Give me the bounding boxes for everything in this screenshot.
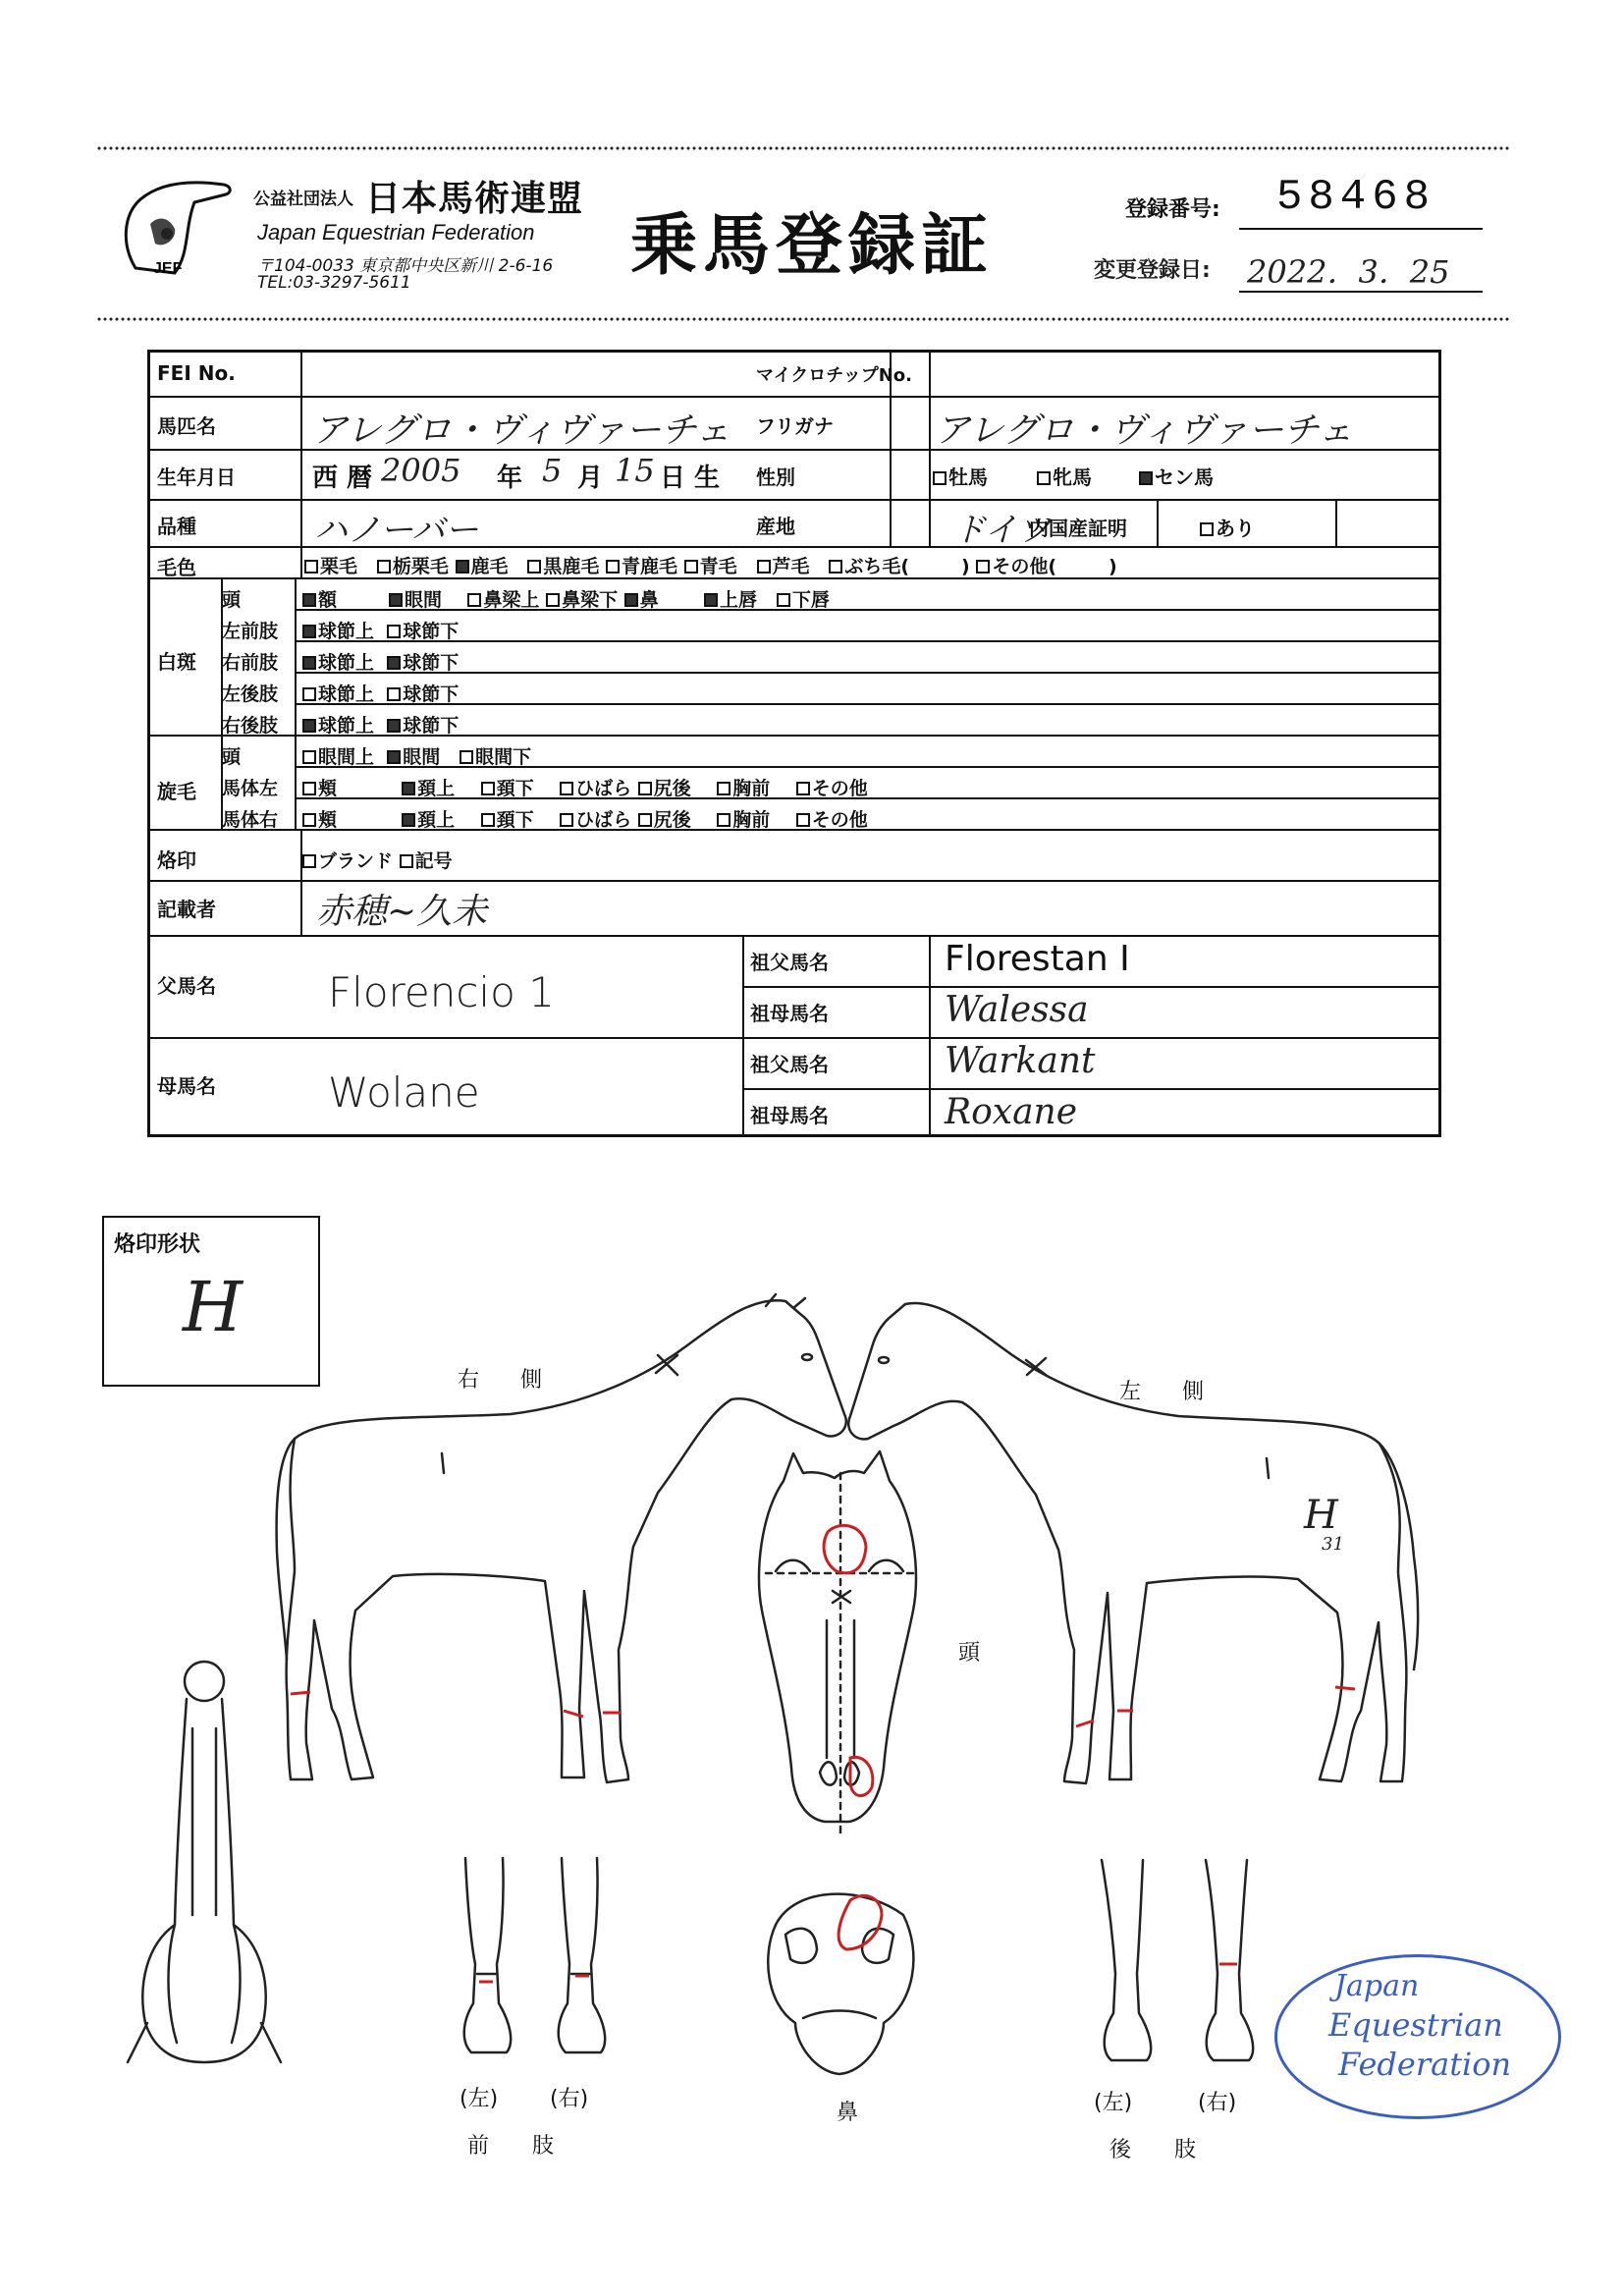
brand-opt-0[interactable]: ブランド (302, 850, 393, 872)
color-option-8: ) (961, 556, 970, 577)
brand-shape-label: 烙印形状 (114, 1232, 201, 1257)
sex-label: 性別 (756, 465, 795, 489)
head-label: 頭 (958, 1641, 981, 1666)
wm-rf-1[interactable]: 球節下 (387, 652, 459, 674)
whorl-part-1: 馬体左 (222, 778, 279, 799)
wh-head-2[interactable]: 眼間下 (460, 746, 531, 768)
horse-name-label: 馬匹名 (157, 414, 216, 438)
federation-stamp (1274, 1954, 1561, 2119)
domestic-option[interactable]: あり (1200, 513, 1255, 541)
recorder-value: 赤穂~久未 (316, 892, 488, 932)
granddam1-value: Walessa (945, 990, 1089, 1030)
color-option-0[interactable]: 栗毛 (304, 556, 357, 577)
stamp-line-3: Federation (1338, 2046, 1512, 2083)
wh-l-6[interactable]: その他 (796, 778, 868, 799)
color-option-3[interactable]: 黒鹿毛 (527, 556, 599, 577)
wh-r-3[interactable]: ひばら (560, 809, 631, 831)
color-option-9[interactable]: その他( (976, 556, 1056, 577)
right-side-horse (277, 1294, 846, 1782)
wh-l-2[interactable]: 頚下 (481, 778, 534, 799)
dam-value: Wolane (328, 1068, 480, 1117)
wh-l-0[interactable]: 頬 (302, 778, 337, 799)
mark-forehead (824, 1525, 866, 1572)
color-option-4[interactable]: 青鹿毛 (606, 556, 677, 577)
sex-option-gelding[interactable]: セン馬 (1139, 462, 1214, 490)
furigana-label: フリガナ (756, 414, 834, 438)
org-name-en: Japan Equestrian Federation (257, 220, 535, 245)
whorls-label: 旋毛 (157, 780, 196, 803)
brand-shape-value: H (183, 1267, 243, 1347)
hind-legs (1102, 1860, 1253, 2060)
granddam2-label: 祖母馬名 (750, 1104, 829, 1127)
hind-left-label: (左) (1094, 2091, 1133, 2115)
breed-label: 品種 (157, 515, 196, 538)
right-side-label: 右 側 (458, 1368, 553, 1393)
top-view (128, 1662, 281, 2062)
birth-era: 西 暦 (312, 464, 373, 493)
hind-label: 後 肢 (1109, 2138, 1197, 2162)
reg-no-value: 58468 (1276, 173, 1436, 222)
birth-label: 生年月日 (157, 465, 236, 489)
mark-right-hind (291, 1692, 310, 1694)
wh-r-6[interactable]: その他 (796, 809, 868, 831)
horse-name-value: アレグロ・ヴィヴァーチェ (312, 410, 731, 451)
sex-option-stallion[interactable]: 牡馬 (933, 462, 988, 490)
wm-lh-1[interactable]: 球節下 (387, 683, 459, 705)
stamp-line-1: Japan (1334, 1969, 1420, 2003)
wm-rh-1[interactable]: 球節下 (387, 715, 459, 737)
change-date-label: 変更登録日: (1094, 258, 1211, 283)
origin-value: ドイツ (952, 511, 1052, 550)
wm-head-6[interactable]: 下唇 (777, 589, 830, 611)
mark-left-hind (1335, 1687, 1355, 1689)
white-mark-part-4: 右後肢 (222, 715, 279, 737)
wh-r-2[interactable]: 頚下 (481, 809, 534, 831)
wm-rf-0[interactable]: 球節上 (302, 652, 374, 674)
whorl-part-2: 馬体右 (222, 809, 279, 831)
white-mark-part-2: 右前肢 (222, 652, 279, 674)
wh-r-0[interactable]: 頬 (302, 809, 337, 831)
color-option-5[interactable]: 青毛 (684, 556, 737, 577)
granddam1-label: 祖母馬名 (750, 1002, 829, 1025)
wh-head-0[interactable]: 眼間上 (302, 746, 374, 768)
wh-r-1[interactable]: 頚上 (402, 809, 455, 831)
document-title: 乗馬登録証 (630, 207, 995, 285)
sire-value: Florencio 1 (328, 968, 555, 1016)
color-option-2[interactable]: 鹿毛 (456, 556, 509, 577)
wm-head-2[interactable]: 鼻梁上 (467, 589, 539, 611)
hind-right-label: (右) (1198, 2091, 1237, 2115)
org-name-ja: 日本馬術連盟 (365, 179, 584, 219)
wm-head-1[interactable]: 眼間 (389, 589, 442, 611)
mark-nose-view (839, 1895, 882, 1949)
color-option-1[interactable]: 栃栗毛 (377, 556, 449, 577)
origin-label: 産地 (756, 515, 795, 538)
fore-right-label: (右) (550, 2087, 589, 2111)
head-front-view (759, 1451, 916, 1836)
wm-lh-0[interactable]: 球節上 (302, 683, 374, 705)
stamp-line-2: Equestrian (1328, 2006, 1503, 2044)
microchip-label: マイクロチップNo. (756, 365, 913, 386)
white-mark-part-0: 頭 (222, 589, 242, 611)
wh-l-3[interactable]: ひばら (560, 778, 631, 799)
grandsire1-value: Florestan I (945, 939, 1130, 979)
fore-legs (464, 1858, 605, 2052)
recorder-label: 記載者 (157, 898, 216, 921)
nose-label: 鼻 (837, 2101, 859, 2125)
color-label: 毛色 (157, 556, 196, 579)
brand-opt-1[interactable]: 記号 (400, 850, 453, 872)
left-side-label: 左 側 (1119, 1380, 1215, 1404)
wm-head-0[interactable]: 額 (302, 589, 337, 611)
color-option-10: ) (1108, 556, 1117, 577)
color-option-7[interactable]: ぶち毛( (829, 556, 909, 577)
furigana-value: アレグロ・ヴィヴァーチェ (935, 410, 1354, 451)
birth-month: 5 (542, 452, 563, 489)
grandsire1-label: 祖父馬名 (750, 951, 829, 974)
white-mark-part-1: 左前肢 (222, 621, 279, 642)
white-marks-label: 白斑 (157, 650, 196, 674)
red-markings (291, 1525, 1355, 1982)
brand-label: 烙印 (157, 848, 196, 872)
org-address: 〒104-0033 東京都中央区新川 2-6-16 (257, 256, 554, 276)
wh-l-1[interactable]: 頚上 (402, 778, 455, 799)
wm-rh-0[interactable]: 球節上 (302, 715, 374, 737)
wm-head-4[interactable]: 鼻 (624, 589, 659, 611)
wh-r-5[interactable]: 胸前 (717, 809, 770, 831)
sire-label: 父馬名 (157, 974, 216, 998)
white-mark-part-3: 左後肢 (222, 683, 279, 705)
birth-year-unit: 年 (497, 464, 523, 493)
domestic-label: 内国産証明 (1029, 517, 1127, 540)
fore-label: 前 肢 (467, 2134, 555, 2159)
dam-label: 母馬名 (157, 1074, 216, 1098)
grandsire2-value: Warkant (945, 1041, 1096, 1081)
reg-no-label: 登録番号: (1125, 197, 1220, 222)
fei-no-label: FEI No. (157, 361, 236, 385)
brand-number: 31 (1322, 1534, 1344, 1555)
grandsire2-label: 祖父馬名 (750, 1053, 829, 1076)
wh-head-1[interactable]: 眼間 (387, 746, 440, 768)
wh-l-5[interactable]: 胸前 (717, 778, 770, 799)
brand-mark-on-horse: H (1304, 1493, 1338, 1538)
breed-value: ハノーバー (314, 511, 479, 550)
logo-text: JEF (153, 260, 183, 277)
change-date-value: 2022．3．25 (1247, 253, 1450, 291)
sex-option-mare[interactable]: 牝馬 (1037, 462, 1092, 490)
wm-lf-1[interactable]: 球節下 (387, 621, 459, 642)
wm-head-5[interactable]: 上唇 (704, 589, 757, 611)
granddam2-value: Roxane (945, 1092, 1078, 1132)
fore-left-label: (左) (460, 2087, 499, 2111)
wh-l-4[interactable]: 尻後 (638, 778, 691, 799)
birth-day-unit: 日 生 (660, 464, 721, 493)
birth-year: 2005 (381, 452, 461, 489)
wm-lf-0[interactable]: 球節上 (302, 621, 374, 642)
org-tel: TEL:03-3297-5611 (257, 273, 411, 293)
color-option-6[interactable]: 芦毛 (757, 556, 810, 577)
org-label-small: 公益社団法人 (253, 190, 353, 209)
birth-day: 15 (615, 452, 655, 489)
wm-head-3[interactable]: 鼻梁下 (546, 589, 618, 611)
whorl-part-0: 頭 (222, 746, 242, 768)
birth-month-unit: 月 (577, 464, 604, 493)
wh-r-4[interactable]: 尻後 (638, 809, 691, 831)
